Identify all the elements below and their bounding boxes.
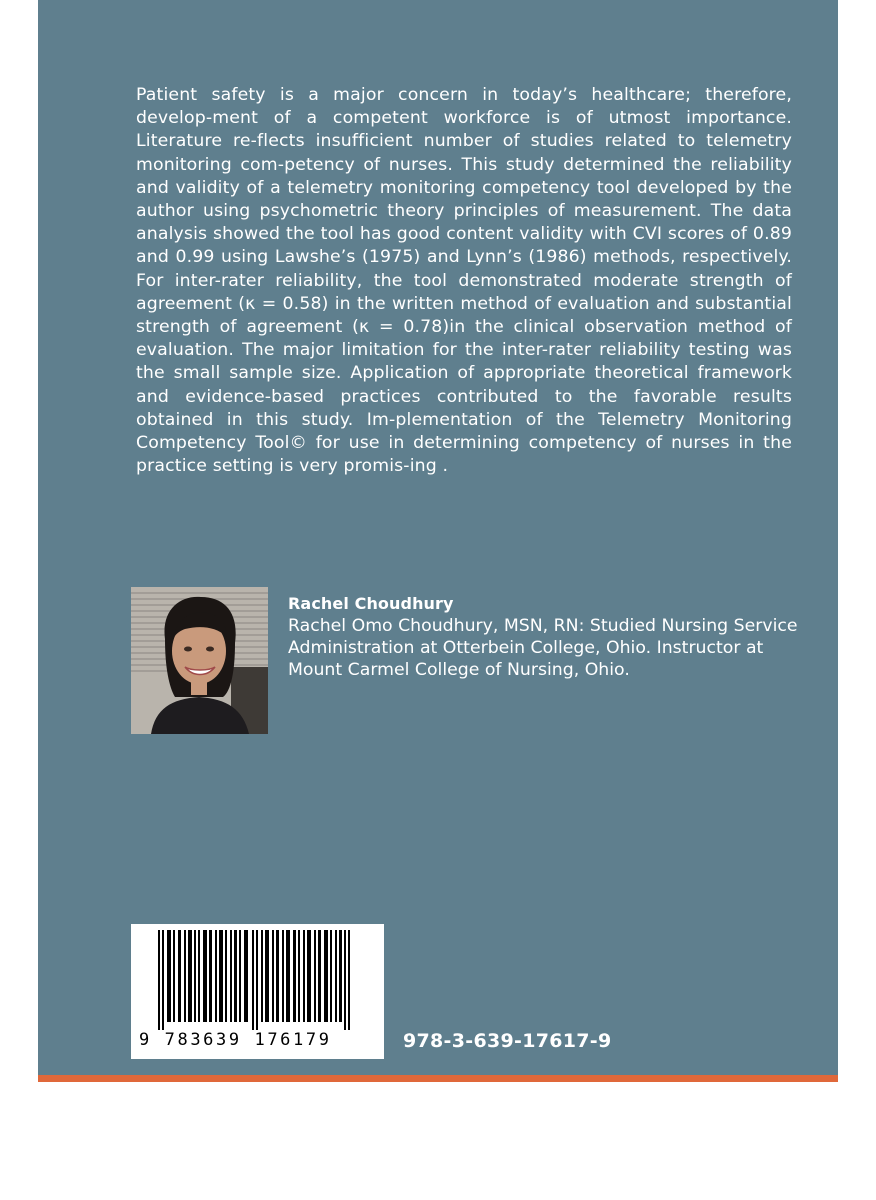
- accent-stripe: [38, 1075, 838, 1082]
- author-portrait-image: [131, 587, 268, 734]
- author-name: Rachel Choudhury: [288, 594, 454, 613]
- description-text: Patient safety is a major concern in today’s healthcare; therefore, develop-ment of a competent workforce is of utmost importance. Literature re-flects insufficient number of studies related to telemetry monitoring com-petency of nurses. This study determined the reliability and validity of a telemetry monitoring competency tool developed by the author using psychometric theory principles of measurement. The data analysis showed the tool has good content validity with CVI scores of 0.89 and 0.99 using Lawshe’s (1975) and Lynn’s (1986) methods, respectively. For inter-rater reliability, the tool demonstrated moderate strength of agreement (κ = 0.58) in the written method of evaluation and substantial strength of agreement (κ = 0.78)in the clinical observation method of evaluation. The major limitation for the inter-rater reliability testing was the small sample size. Application of appropriate theoretical framework and evidence-based practices contributed to the favorable results obtained in this study. Im-plementation of the Telemetry Monitoring Competency Tool© for use in determining competency of nurses in the practice setting is very promis-ing .: [136, 85, 792, 477]
- isbn-number: 978-3-639-17617-9: [403, 1030, 612, 1052]
- book-description: [136, 84, 792, 478]
- author-bio: Rachel Omo Choudhury, MSN, RN: Studied Nursing Service Administration at Otterbein College, Ohio. Instructor at Mount Carmel College of Nursing, Ohio.: [288, 616, 798, 680]
- author-photo: [131, 587, 268, 734]
- barcode: [131, 924, 384, 1059]
- barcode-digits: 9 783639 176179: [139, 1030, 332, 1050]
- barcode-bars: [131, 924, 384, 1032]
